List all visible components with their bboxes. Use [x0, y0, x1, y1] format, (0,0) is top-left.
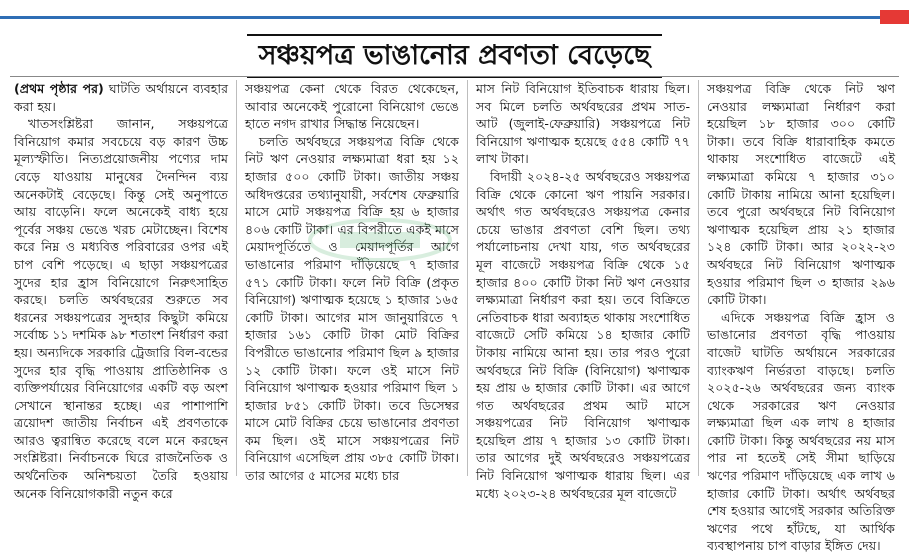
column-2-paragraph-1: সঞ্চয়পত্র কেনা থেকে বিরত থেকেছেন, আবার অনেকেই পুরোনো বিনিয়োগ ভেঙে হাতে নগদ রাখার সিদ্ধান্ত নিয়েছেন।	[245, 81, 459, 132]
article-headline: সঞ্চয়পত্র ভাঙানোর প্রবণতা বেড়েছে	[247, 34, 663, 78]
headline-rule	[10, 76, 899, 77]
red-corner-block	[880, 10, 909, 24]
article-column-1	[14, 80, 228, 501]
article-column-3	[476, 80, 690, 501]
column-1-paragraph-2: খাতসংশ্লিষ্টরা জানান, সঞ্চয়পত্রে বিনিয়োগ কমার সবচেয়ে বড় কারণ উচ্চ মূল্যস্ফীতি। নিত্যপ্রয়োজনীয় পণ্যের দাম বেড়ে যাওয়ায় মানুষের দৈনন্দিন ব্যয় অনেকটাই বেড়েছে। কিন্তু সেই অনুপাতে আয় বাড়েনি। ফলে অনেকেই বাধ্য হয়ে পূর্বের সঞ্চয় ভেঙে খরচ মেটাচ্ছেন। বিশেষ করে নিম্ন ও মধ্যবিত্ত পরিবারের ওপর এই চাপ বেশি পড়েছে। এ ছাড়া সঞ্চয়পত্রের সুদের হার হ্রাস বিনিয়োগে নিরুৎসাহিত করছে। চলতি অর্থবছরের শুরুতে সব ধরনের সঞ্চয়পত্রের সুদহার কিছুটা কমিয়ে সর্বোচ্চ ১১ দশমিক ৯৮ শতাংশ নির্ধারণ করা হয়। অন্যদিকে সরকারি ট্রেজারি বিল-বন্ডের সুদের হার বৃদ্ধি পাওয়ায় প্রাতিষ্ঠানিক ও ব্যক্তিপর্যায়ের বিনিয়োগের একটি বড় অংশ সেখানে স্থানান্তর হচ্ছে। এর পাশাপাশি ত্রয়োদশ জাতীয় নির্বাচন এই প্রবণতাকে আরও ত্বরান্বিত করেছে বলে মনে করছেন সংশ্লিষ্টরা। নির্বাচনকে ঘিরে রাজনৈতিক ও অর্থনৈতিক অনিশ্চয়তা তৈরি হওয়ায় অনেক বিনিয়োগকারী নতুন করে	[14, 116, 228, 501]
column-divider	[467, 80, 468, 476]
column-1-paragraph-1-text: ঘাটতি অর্থায়নে ব্যবহার করা হয়।	[14, 81, 228, 114]
column-divider	[236, 80, 237, 476]
blue-rule	[0, 16, 880, 19]
column-3-paragraph-2: বিদায়ী ২০২৪-২৫ অর্থবছরেও সঞ্চয়পত্র বিক্রি থেকে কোনো ঋণ পায়নি সরকার। অর্থাৎ গত অর্থবছরেও সঞ্চয়পত্র কেনার চেয়ে ভাঙার প্রবণতা বেশি ছিল। তথ্য পর্যালোচনায় দেখা যায়, গত অর্থবছরের মূল বাজেটে সঞ্চয়পত্র বিক্রি থেকে ১৫ হাজার ৪০০ কোটি টাকা নিট ঋণ নেওয়ার লক্ষ্যমাত্রা নির্ধারণ করা হয়। তবে বিক্রিতে নেতিবাচক ধারা অব্যাহত থাকায় সংশোধিত বাজেটে সেটি কমিয়ে ১৪ হাজার কোটি টাকায় নামিয়ে আনা হয়। তার পরও পুরো অর্থবছরে নিট বিক্রি (বিনিয়োগ) ঋণাত্মক হয় প্রায় ৬ হাজার কোটি টাকা। এর আগে গত অর্থবছরের প্রথম আট মাসে সঞ্চয়পত্রের নিট বিনিয়োগ ঋণাত্মক হয়েছিল প্রায় ৭ হাজার ১৩ কোটি টাকা। তার আগের দুই অর্থবছরেও সঞ্চয়পত্রের নিট বিনিয়োগ ঋণাত্মক ধারায় ছিল। এর মধ্যে ২০২৩-২৪ অর্থবছরের মূল বাজেটে	[476, 168, 690, 501]
headline-container	[0, 34, 909, 76]
column-2-paragraph-2: চলতি অর্থবছরে সঞ্চয়পত্র বিক্রি থেকে নিট ঋণ নেওয়ার লক্ষ্যমাত্রা ধরা হয় ১২ হাজার ৫০০ কোটি টাকা। জাতীয় সঞ্চয় অধিদপ্তরের তথ্যানুযায়ী, সর্বশেষ ফেব্রুয়ারি মাসে মোট সঞ্চয়পত্র বিক্রি হয় ৬ হাজার ৪০৬ কোটি টাকা। এর বিপরীতে একই মাসে মেয়াদপূর্তিতে ও মেয়াদপূর্তির আগে ভাঙানোর পরিমাণ দাঁড়িয়েছে ৭ হাজার ৫৭১ কোটি টাকা। ফলে নিট বিক্রি (প্রকৃত বিনিয়োগ) ঋণাত্মক হয়েছে ১ হাজার ১৬৫ কোটি টাকা। আগের মাস জানুয়ারিতে ৭ হাজার ১৬১ কোটি টাকা মোট বিক্রির বিপরীতে ভাঙানোর পরিমাণ ছিল ৯ হাজার ১২ কোটি টাকা। ফলে ওই মাসে নিট বিনিয়োগ ঋণাত্মক হওয়ার পরিমাণ ছিল ১ হাজার ৮৫১ কোটি টাকা। তবে ডিসেম্বর মাসে মোট বিক্রির চেয়ে ভাঙানোর প্রবণতা কম ছিল। ওই মাসে সঞ্চয়পত্রের নিট বিনিয়োগ এসেছিল প্রায় ৩৮৫ কোটি টাকা। তার আগের ৫ মাসের মধ্যে চার	[245, 133, 459, 484]
column-3-paragraph-1: মাস নিট বিনিয়োগ ইতিবাচক ধারায় ছিল। সব মিলে চলতি অর্থবছরের প্রথম সাত-আট (জুলাই-ফেব্রুয়ারি) সঞ্চয়পত্রে নিট বিনিয়োগ ঋণাত্মক হয়েছে ৫৫৪ কোটি ৭৭ লাখ টাকা।	[476, 81, 690, 167]
column-divider	[698, 80, 699, 476]
article-column-4	[707, 80, 895, 554]
column-1-paragraph-1	[14, 80, 228, 115]
column-4-paragraph-2: এদিকে সঞ্চয়পত্র বিক্রি হ্রাস ও ভাঙানোর প্রবণতা বৃদ্ধি পাওয়ায় বাজেট ঘাটতি অর্থায়নে সরকারের ব্যাংকঋণ নির্ভরতা বাড়ছে। চলতি ২০২৫-২৬ অর্থবছরের জন্য ব্যাংক থেকে সরকারের ঋণ নেওয়ার লক্ষ্যমাত্রা ছিল এক লাখ ৪ হাজার কোটি টাকা। কিন্তু অর্থবছরের নয় মাস পার না হতেই সেই সীমা ছাড়িয়ে ঋণের পরিমাণ দাঁড়িয়েছে এক লাখ ৬ হাজার কোটি টাকা। অর্থাৎ অর্থবছর শেষ হওয়ার আগেই সরকার অতিরিক্ত ঋণের পথে হাঁটছে, যা আর্থিক ব্যবস্থাপনায় চাপ বাড়ার ইঙ্গিত দেয়।	[707, 309, 895, 554]
column-4-paragraph-1: সঞ্চয়পত্র বিক্রি থেকে নিট ঋণ নেওয়ার লক্ষ্যমাত্রা নির্ধারণ করা হয়েছিল ১৮ হাজার ৩০০ কোটি টাকা। তবে বিক্রি ধারাবাহিক কমতে থাকায় সংশোধিত বাজেটে এই লক্ষ্যমাত্রা কমিয়ে ৭ হাজার ৩১০ কোটি টাকায় নামিয়ে আনা হয়েছিল। তবে পুরো অর্থবছরে নিট বিনিয়োগ ঋণাত্মক হয়েছিল প্রায় ২১ হাজার ১২৪ কোটি টাকা। আর ২০২২-২৩ অর্থবছরে নিট বিনিয়োগ ঋণাত্মক হওয়ার পরিমাণ ছিল ৩ হাজার ২৯৬ কোটি টাকা।	[707, 81, 895, 308]
article-column-2	[245, 80, 459, 484]
continuation-label: (প্রথম পৃষ্ঠার পর)	[14, 81, 104, 96]
top-color-bar	[0, 0, 909, 26]
